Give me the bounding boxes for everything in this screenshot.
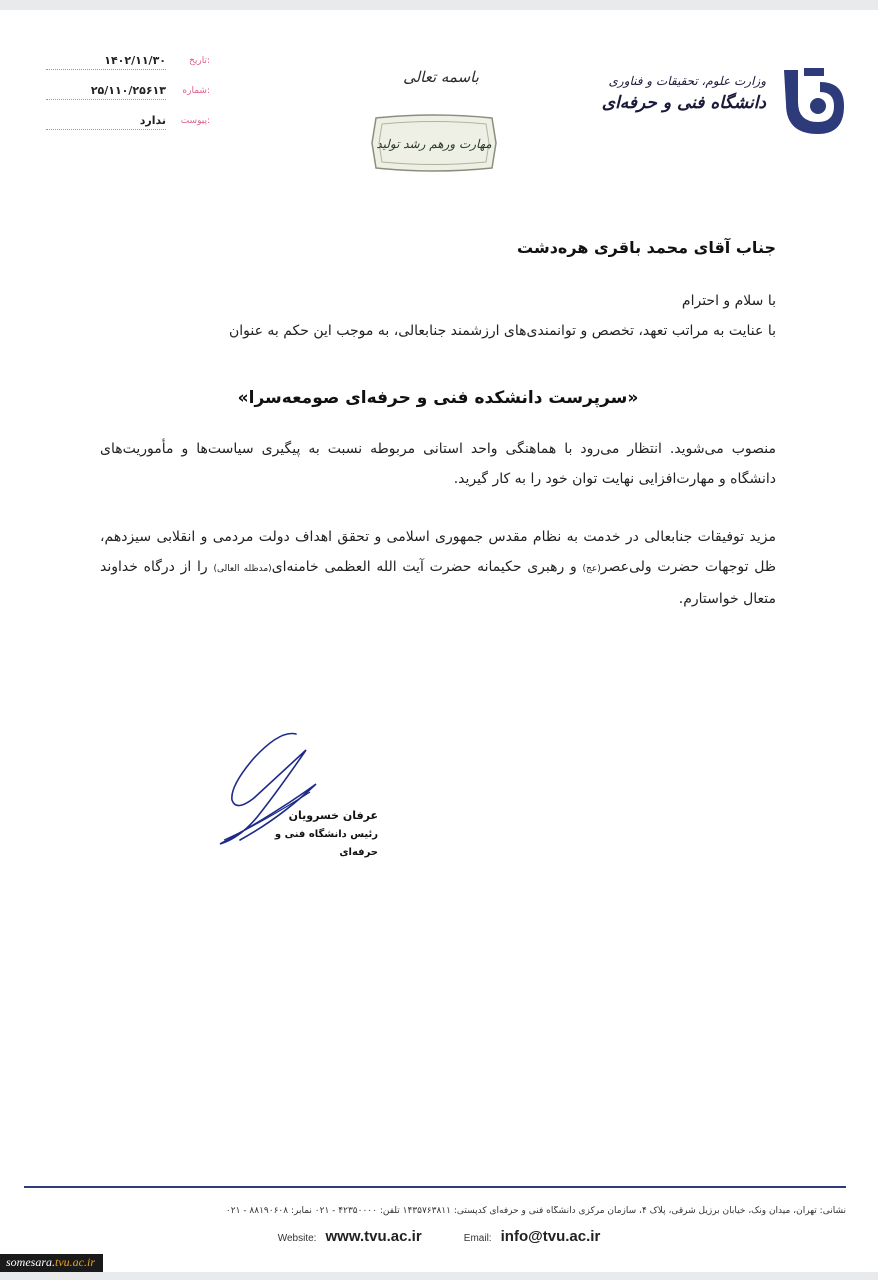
letter-meta [40,54,210,144]
letter-sheet [0,10,878,1272]
signer-block [258,806,378,862]
motto-text: مهارت ورهم رشد تولید [376,137,492,151]
footer-address: نشانی: تهران، میدان ونک، خیابان برزیل شرقی، پلاک ۴، سازمان مرکزی دانشگاه فنی و حرفه‌ای کدپستی: ۱۴۳۵۷۶۳۸۱۱ تلفن: ۴۲۳۵۰۰۰۰ - ۰۲۱ نمابر: ۸۸۱۹۰۶۰۸ - ۰۲۱ [225,1206,846,1216]
aj-note: (عج) [582,564,601,574]
basmala-heading: باسمه تعالی [403,68,479,86]
attachment-label: پیوست: [180,116,210,126]
wishes-text-3: را از درگاه خداوند متعال خواستارم. [100,559,776,607]
watermark-prefix: somesara. [6,1255,56,1269]
website-label: Website: [277,1233,317,1244]
watermark-domain: tvu.ac.ir [55,1255,96,1269]
addressee: جناب آقای محمد باقری هره‌دشت [517,238,776,257]
appointment-title: «سرپرست دانشکده فنی و حرفه‌ای صومعه‌سرا» [237,388,639,408]
website-link[interactable]: www.tvu.ac.ir [325,1228,422,1245]
paragraph-wishes [100,522,776,614]
greeting: با سلام و احترام [681,293,776,309]
number-value: ۲۵/۱۱۰/۲۵۶۱۳ [46,84,166,100]
attachment-value: ندارد [46,114,166,130]
motto-seal [370,112,498,174]
number-row [40,84,210,114]
number-label: شماره: [182,86,210,96]
intro-line: با عنایت به مراتب تعهد، تخصص و توانمندی‌های ارزشمند جنابعالی، به موجب این حکم به عنوان [228,323,776,339]
watermark-badge [0,1254,103,1272]
footer-contacts [0,1228,878,1245]
date-value: ۱۴۰۲/۱۱/۳۰ [46,54,166,70]
tvu-logo-icon [774,62,846,142]
date-row [40,54,210,84]
paragraph-duties: منصوب می‌شوید. انتظار می‌رود با هماهنگی واحد استانی مربوطه نسبت به پیگیری سیاست‌ها و مأموریت‌های دانشگاه و مهارت‌افزایی نهایت توان خود را به کار گیرید. [100,441,776,487]
wishes-text-1: مزید توفیقات جنابعالی در خدمت به نظام مقدس جمهوری اسلامی و تحقق اهداف دولت مردمی و انقلابی سیزدهم، ظل توجهات حضرت ولی‌عصر [100,529,777,575]
footer-divider [24,1186,846,1188]
attachment-row [40,114,210,144]
ministry-title [596,72,766,116]
ministry-line: وزارت علوم، تحقیقات و فناوری [608,74,766,88]
signer-name: عرفان خسرویان [288,809,378,822]
university-line: دانشگاه فنی و حرفه‌ای [601,93,766,113]
signer-role: رئیس دانشگاه فنی و حرفه‌ای [274,829,378,858]
wishes-text-2: و رهبری حکیمانه حضرت آیت الله العظمی خامنه‌ای [271,559,583,575]
date-label: تاریخ: [189,56,210,66]
email-label: Email: [463,1233,492,1244]
email-link[interactable]: info@tvu.ac.ir [500,1228,601,1245]
mz-note: (مدظله العالی) [213,564,272,574]
